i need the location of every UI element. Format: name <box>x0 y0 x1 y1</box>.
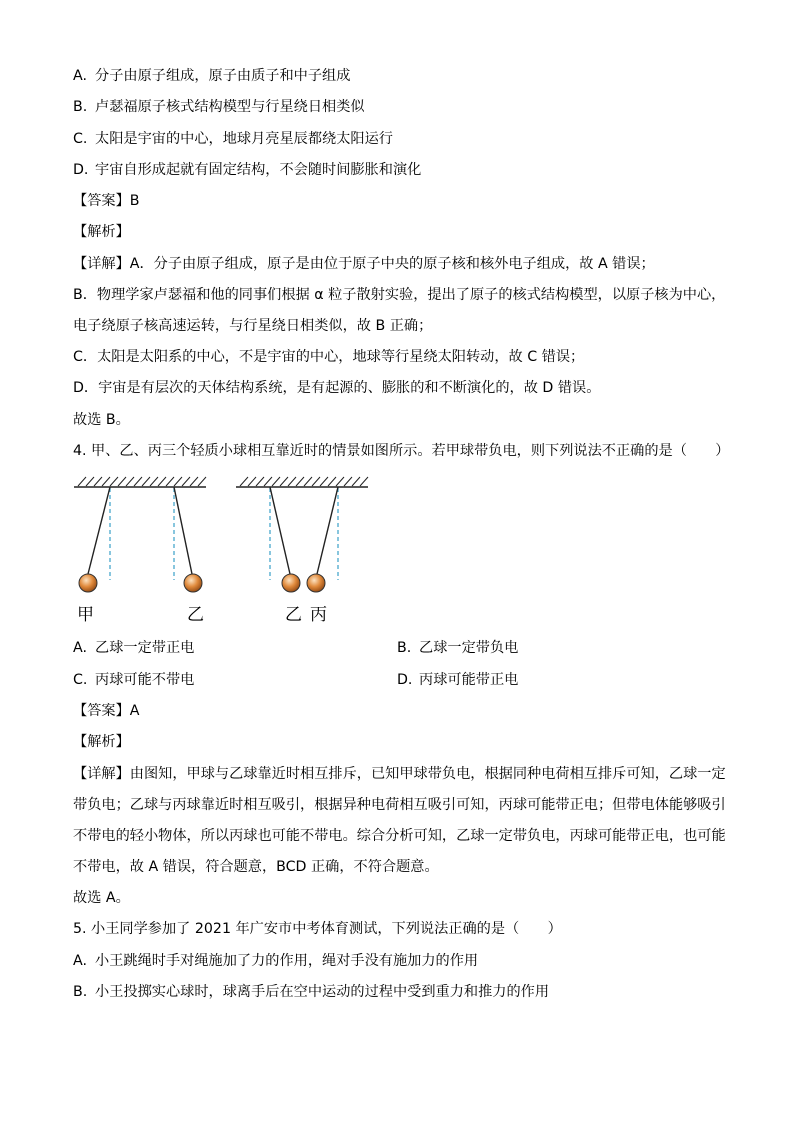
q5-stem: 5. 小王同学参加了 2021 年广安市中考体育测试，下列说法正确的是（ ） <box>73 921 562 937</box>
q3-answer: 【答案】B <box>73 193 140 209</box>
q4-stem: 4. 甲、乙、丙三个轻质小球相互靠近时的情景如图所示。若甲球带负电，则下列说法不正确的是（ ） <box>73 443 730 459</box>
q4-option-c: C. 丙球可能不带电 <box>73 672 195 688</box>
label-yi-left: 乙 <box>187 605 204 625</box>
pendulum-diagram <box>60 470 390 600</box>
right-ceiling <box>236 477 368 487</box>
q3-option-c: C. 太阳是宇宙的中心，地球月亮星辰都绕太阳运行 <box>73 131 393 147</box>
q3-conclusion: 故选 B。 <box>73 412 130 428</box>
label-bing: 丙 <box>310 605 327 625</box>
q4-conclusion: 故选 A。 <box>73 890 130 906</box>
ball-jia <box>79 574 97 592</box>
ball-bing <box>307 574 325 592</box>
q3-detail-line: D．宇宙是有层次的天体结构系统，是有起源的、膨胀的和不断演化的，故 D 错误。 <box>73 380 601 396</box>
q4-analysis-heading: 【解析】 <box>73 734 130 750</box>
q4-option-d: D. 丙球可能带正电 <box>397 672 519 688</box>
q3-analysis-heading: 【解析】 <box>73 224 130 240</box>
q3-detail-line: B．物理学家卢瑟福和他的同事们根据 α 粒子散射实验，提出了原子的核式结构模型，以原子核为中心， <box>73 287 726 303</box>
ball-yi-right <box>282 574 300 592</box>
left-ceiling <box>74 477 206 487</box>
pendulum-strings <box>88 487 338 574</box>
vertical-reference-lines <box>110 488 338 580</box>
q4-detail-line: 【详解】由图知，甲球与乙球靠近时相互排斥，已知甲球带负电，根据同种电荷相互排斥可知，乙球一定 <box>73 766 726 782</box>
q4-figure <box>60 470 390 630</box>
q4-answer: 【答案】A <box>73 703 140 719</box>
q3-option-b: B. 卢瑟福原子核式结构模型与行星绕日相类似 <box>73 99 365 115</box>
q5-option-a: A. 小王跳绳时手对绳施加了力的作用，绳对手没有施加力的作用 <box>73 953 479 969</box>
q4-option-a: A. 乙球一定带正电 <box>73 640 195 656</box>
q4-detail-line: 不带电，故 A 错误，符合题意，BCD 正确，不符合题意。 <box>73 859 439 875</box>
q3-option-d: D. 宇宙自形成起就有固定结构，不会随时间膨胀和演化 <box>73 162 422 178</box>
q4-detail-line: 不带电的轻小物体，所以丙球也可能不带电。综合分析可知，乙球一定带负电，丙球可能带正电，也可能 <box>73 828 726 844</box>
q4-option-b: B. 乙球一定带负电 <box>397 640 519 656</box>
label-yi-right: 乙 <box>285 605 302 625</box>
q5-option-b: B. 小王投掷实心球时，球离手后在空中运动的过程中受到重力和推力的作用 <box>73 984 550 1000</box>
ball-yi-left <box>184 574 202 592</box>
q4-detail-line: 带负电；乙球与丙球靠近时相互吸引，根据异种电荷相互吸引可知，丙球可能带正电；但带电体能够吸引 <box>73 797 726 813</box>
label-jia: 甲 <box>77 605 94 625</box>
q3-detail-line: C．太阳是太阳系的中心，不是宇宙的中心，地球等行星绕太阳转动，故 C 错误； <box>73 349 585 365</box>
q3-detail-line: 电子绕原子核高速运转，与行星绕日相类似，故 B 正确； <box>73 318 433 334</box>
q3-option-a: A. 分子由原子组成，原子由质子和中子组成 <box>73 68 351 84</box>
q3-detail-line: 【详解】A．分子由原子组成，原子是由位于原子中央的原子核和核外电子组成，故 A 错误； <box>73 256 655 272</box>
